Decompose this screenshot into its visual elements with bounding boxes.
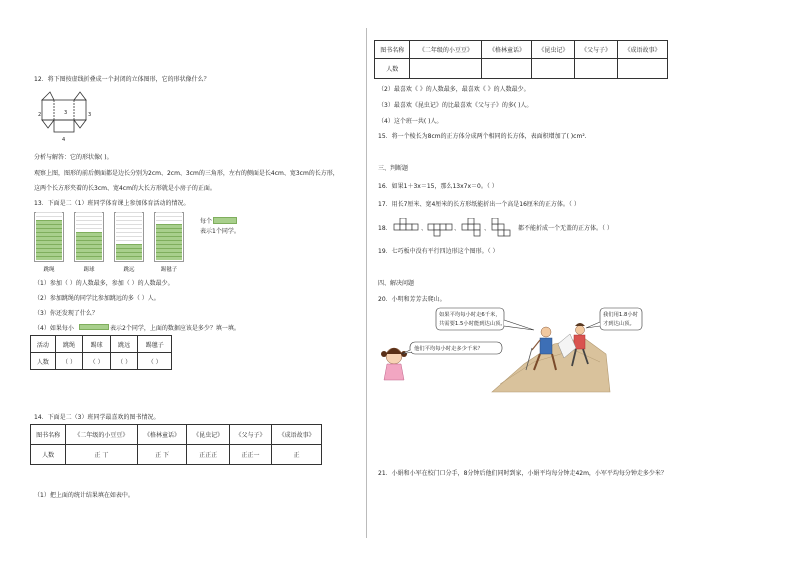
cube-net-figure [34,86,96,144]
book-th-2: 《格林童话》 [482,41,532,59]
q13-sub3: （3）你还发现了什么？ [34,310,98,317]
svg-text:、: 、 [421,225,428,232]
q14-th-3: 《昆虫记》 [187,425,229,445]
q14-text: 14．下面是二（3）班同学最喜欢的图书情况。 [34,414,160,421]
book-td-4[interactable] [575,59,618,79]
q13-fill-table [30,335,172,370]
q14-td-4: 正正一 [229,445,271,465]
q14-tally-table [30,424,322,465]
pictograph-cell [36,212,62,216]
q13-sub2: （2）参加跳绳的同学比参加跳远的多（ ）人。 [34,295,160,302]
section-judgement: 三、判断题 [378,165,409,172]
pictograph-cell [116,228,142,232]
pictograph-column-2 [114,212,144,262]
q13-th-4: 踢毽子 [138,336,172,353]
book-td-1[interactable] [410,59,482,79]
pictograph-cell [116,212,142,216]
pictograph-cell [76,232,102,236]
pictograph-cell [156,236,182,240]
pictograph-cell [36,232,62,236]
q13-td-1[interactable]: （ ） [55,353,83,370]
book-td-2[interactable] [482,59,532,79]
q13-text: 13．下面是二（1）班同学体育课上参加体育活动的情况。 [34,200,190,207]
legend-swatch [213,217,237,224]
q13-sub1: （1）参加（ ）的人数最多，参加（ ）的人数最少。 [34,280,174,287]
q14-sub1: （1）把上面的统计结果填在如表中。 [34,492,134,499]
pictograph-column-3 [154,212,184,262]
q13-td-0: 人数 [31,353,56,370]
pictograph-cell [36,228,62,232]
q16-text: 16．如果1＋3x＝15，那么13x7x＝0。（ ） [378,183,498,190]
q12-text: 12．将下图按虚线折叠成一个封闭的立体图形，它的形状像什么？ [34,76,210,83]
q12-observation-1: 观察上图，图形的前后侧面都是边长分别为2cm、2cm、3cm的三角形，左右的侧面是长4cm、宽3cm的长方形， [34,170,339,177]
pictograph-cell [76,224,102,228]
pictograph-cell [156,244,182,248]
section-problems: 四、解决问题 [378,280,415,287]
pictograph-label-2: 跳远 [123,267,135,273]
svg-text:、: 、 [454,225,461,232]
q14-td-2: 正 下 [137,445,187,465]
q13-sub4-end: 表示2个同学，上面的数据应该是多少？填一填。 [110,325,240,332]
book-th-0: 图书名称 [375,41,410,59]
pictograph-cell [116,216,142,220]
book-td-label: 人数 [375,59,410,79]
pictograph-cell [156,224,182,228]
book-table [374,40,668,79]
q19-text: 19．七巧板中没有平行四边形这个图形。（ ） [378,248,499,255]
pictograph-cell [116,240,142,244]
pictograph-cell [76,252,102,256]
pictograph-cell [76,212,102,216]
pictograph-cell [76,220,102,224]
pictograph-cell [156,256,182,260]
pictograph-cell [76,216,102,220]
q13-swatch [79,324,109,330]
q14-th-0: 图书名称 [31,425,66,445]
pictograph-cell [36,224,62,228]
q13-th-2: 踢球 [83,336,111,353]
q17-text: 17．用长7厘米、宽4厘米的长方形纸能折出一个高是16厘米的正方体。（ ） [378,201,580,208]
q13-th-0: 活动 [31,336,56,353]
q18-text: 都不能折成一个无盖的正方体。（ ） [518,225,613,232]
q14-sub3: （3）最喜欢《昆虫记》的比最喜欢《父与子》的多( )人。 [378,102,533,109]
q13-sub4-start: （4）如果每小 [34,325,74,332]
pictograph-cell [116,252,142,256]
hiker-head-icon [541,327,551,337]
net-label-c: 3 [88,112,92,118]
q13-td-4[interactable]: （ ） [138,353,172,370]
pictograph-cell [76,256,102,260]
pictograph-cell [116,224,142,228]
pictograph-cell [76,240,102,244]
q14-th-5: 《成语故事》 [272,425,322,445]
pictograph-cell [76,244,102,248]
pictograph-cell [156,232,182,236]
pictograph-cell [36,256,62,260]
legend-prefix: 每个 [200,218,213,225]
q12-analysis: 分析与解答：它的形状像( )。 [34,154,113,161]
pictograph-cell [156,252,182,256]
bubble-2-line-1: 我们用1.8小时 [603,312,638,318]
pictograph-cell [36,248,62,252]
pictograph-cell [36,236,62,240]
pictograph-cell [156,240,182,244]
pictograph-cell [156,228,182,232]
pictograph-column-1 [74,212,104,262]
q15-text: 15．将一个棱长为8cm的正方体分成两个相同的长方体，表面积增加了( )cm². [378,133,587,140]
q13-th-3: 跳远 [110,336,138,353]
net-label-d: 4 [62,137,66,143]
pictograph-cell [116,244,142,248]
pictograph-column-0 [34,212,64,262]
q14-th-2: 《格林童话》 [137,425,187,445]
bubble-3-text: 他们平均每小时走多少千米？ [414,346,483,352]
pictograph-cell [156,216,182,220]
column-divider [366,28,367,538]
pictograph-cell [36,244,62,248]
book-th-1: 《二年级的小豆豆》 [410,41,482,59]
pictograph-cell [76,236,102,240]
pictograph-cell [116,232,142,236]
q14-th-4: 《父与子》 [229,425,271,445]
pictograph-cell [76,248,102,252]
legend-note: 表示1个同学。 [200,228,240,235]
pictograph-cell [36,252,62,256]
bubble-1-line-1: 如果平均每小时走6千米， [439,312,501,318]
q13-pictograph [34,212,194,272]
pictograph-cell [116,248,142,252]
q12-observation-2: 这两个长方形夹着的长3cm、宽4cm的大长方形就是小房子的正面。 [34,185,216,192]
bubble-2-line-2: 才到达山顶。 [603,321,635,327]
q13-th-1: 跳绳 [55,336,83,353]
pictograph-cell [116,236,142,240]
book-td-3[interactable] [532,59,575,79]
q14-sub4: （4）这个班一共( )人。 [378,118,443,125]
book-th-3: 《昆虫记》 [532,41,575,59]
book-td-5[interactable] [617,59,667,79]
q18-number: 18． [378,225,392,232]
q14-td-1: 正 丅 [66,445,138,465]
pictograph-cell [156,248,182,252]
pictograph-label-1: 踢球 [83,267,95,273]
pictograph-cell [36,220,62,224]
pictograph-cell [36,216,62,220]
book-th-5: 《成语故事》 [617,41,667,59]
pictograph-cell [76,228,102,232]
q14-sub2: （2）最喜欢《 》的人数最多，最喜欢《 》的人数最少。 [378,86,530,93]
q20-text: 20．小明和芳芳去爬山。 [378,296,446,303]
book-th-4: 《父与子》 [575,41,618,59]
pictograph-cell [156,212,182,216]
net-label-a: 2 [38,112,42,118]
pictograph-label-0: 跳绳 [43,267,55,273]
pictograph-cell [116,256,142,260]
q21-text: 21．小娟和小军在校门口分手，8分钟后他们同时到家，小娟平均每分钟走42m，小军平均每分钟走多少米？ [378,470,667,477]
pictograph-cell [156,220,182,224]
q14-td-3: 正正正 [187,445,229,465]
net-label-b: 3 [64,110,68,116]
q13-td-3[interactable]: （ ） [110,353,138,370]
q14-td-5: 正 [272,445,322,465]
pictograph-cell [36,240,62,244]
q14-td-0: 人数 [31,445,66,465]
hiking-illustration [374,304,644,394]
q13-td-2[interactable]: （ ） [83,353,111,370]
pictograph-label-3: 踢毽子 [160,267,178,273]
q14-th-1: 《二年级的小豆豆》 [66,425,138,445]
svg-text:、: 、 [484,225,491,232]
pictograph-cell [116,220,142,224]
bubble-1-line-2: 共需要1.5小时能到达山顶。 [439,321,506,327]
